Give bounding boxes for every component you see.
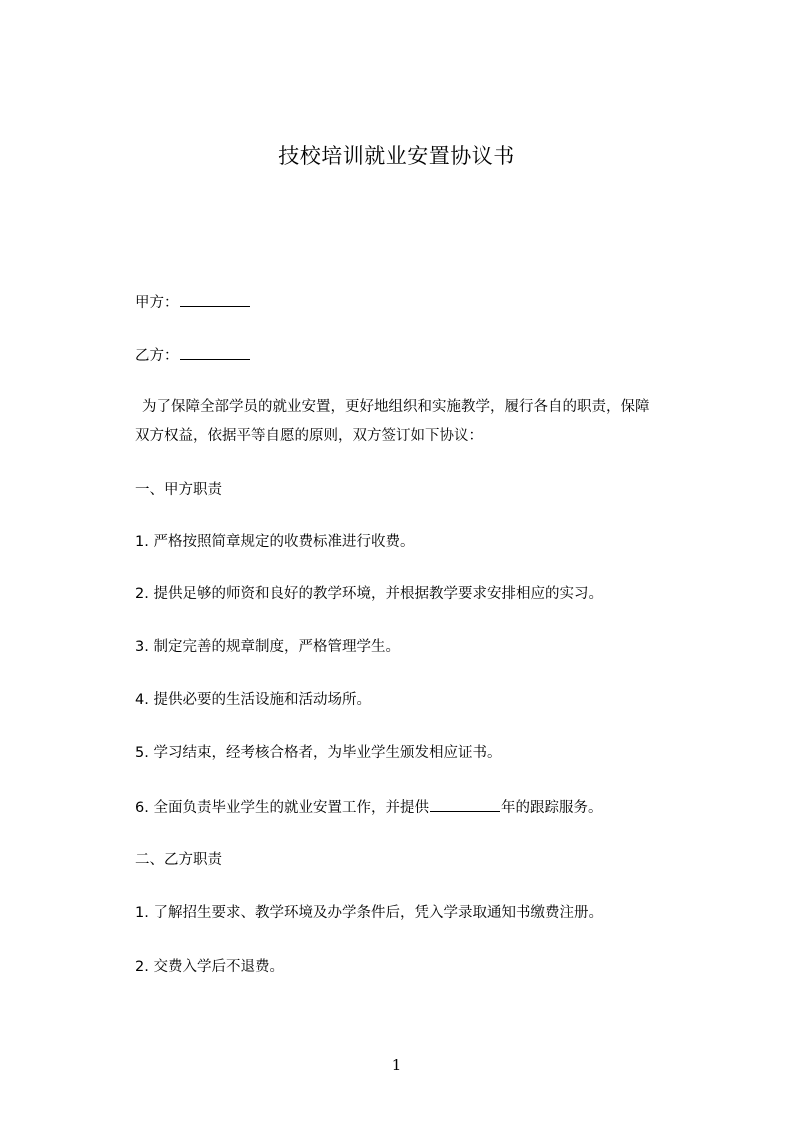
item-6-text-after: 年的跟踪服务。 — [500, 800, 603, 816]
party-b-blank — [180, 345, 250, 360]
section-b-item-1: 1. 了解招生要求、教学环境及办学条件后，凭入学录取通知书缴费注册。 — [135, 905, 603, 921]
intro-paragraph: 为了保障全部学员的就业安置，更好地组织和实施教学，履行各自的职责，保障双方权益，依据平等自愿的原则，双方签订如下协议： — [135, 399, 650, 444]
section-b-heading: 二、乙方职责 — [135, 852, 222, 868]
party-a-line — [135, 292, 251, 313]
section-a-item-2: 2. 提供足够的师资和良好的教学环境，并根据教学要求安排相应的实习。 — [135, 586, 603, 602]
section-a-item-4: 4. 提供必要的生活设施和活动场所。 — [135, 692, 371, 708]
section-a-item-3: 3. 制定完善的规章制度，严格管理学生。 — [135, 639, 400, 655]
section-a-item-6 — [135, 797, 602, 818]
party-b-line — [135, 345, 251, 366]
section-a-heading: 一、甲方职责 — [135, 482, 222, 498]
section-b-item-2: 2. 交费入学后不退费。 — [135, 959, 284, 975]
page-number: 1 — [391, 1056, 402, 1074]
item-6-text-before: 6. 全面负责毕业学生的就业安置工作，并提供 — [135, 800, 429, 816]
service-years-blank — [430, 797, 500, 812]
document-title: 技校培训就业安置协议书 — [278, 144, 515, 168]
party-b-label: 乙方： — [135, 348, 179, 364]
section-a-item-5: 5. 学习结束，经考核合格者，为毕业学生颁发相应证书。 — [135, 745, 502, 761]
party-a-label: 甲方： — [135, 295, 179, 311]
section-a-item-1: 1. 严格按照简章规定的收费标准进行收费。 — [135, 534, 415, 550]
party-a-blank — [180, 292, 250, 307]
